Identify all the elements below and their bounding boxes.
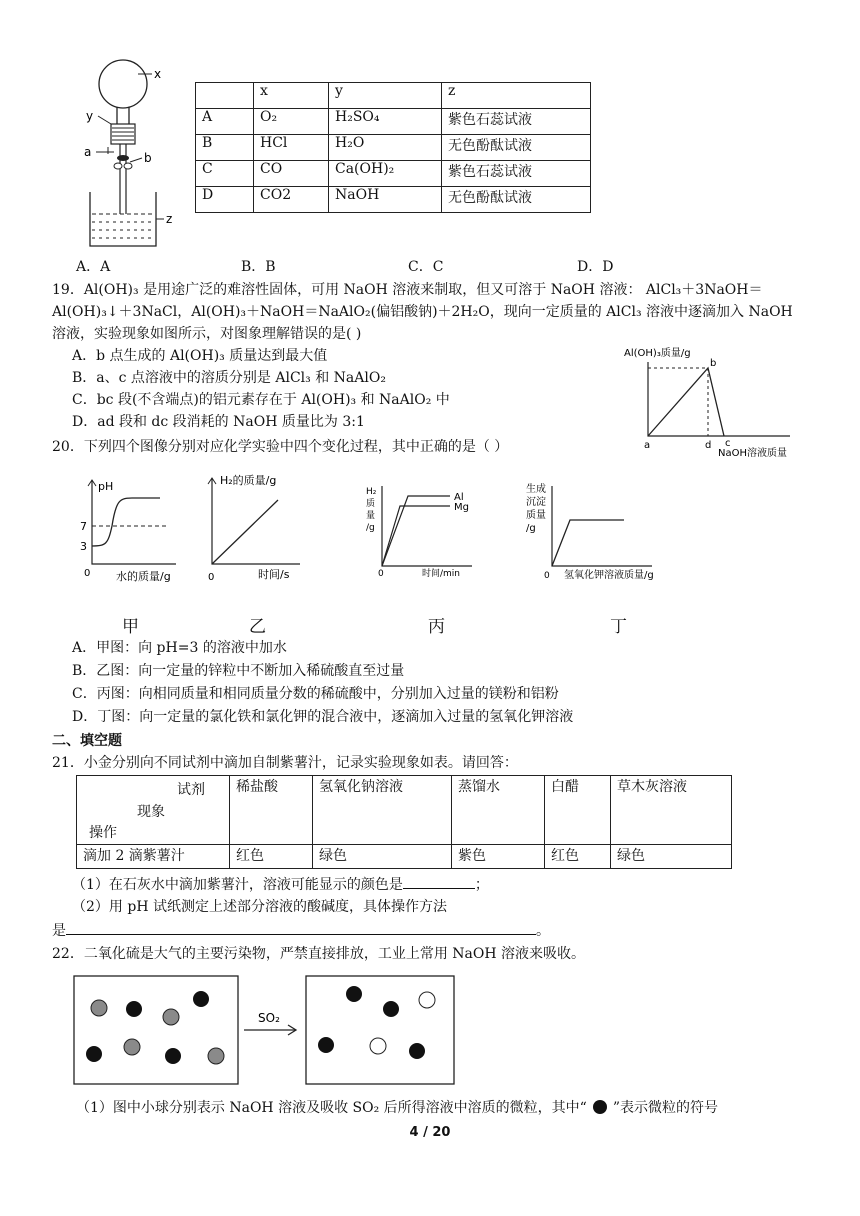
ding-ylabel: 质量 bbox=[526, 510, 546, 521]
table-cell: 紫色石蕊试液 bbox=[442, 109, 591, 135]
q21-sub2: （2）用 pH 试纸测定上述部分溶液的酸碱度，具体操作方法 bbox=[72, 899, 447, 915]
table-header: 氢氧化钠溶液 bbox=[313, 776, 452, 845]
table-cell: H₂SO₄ bbox=[329, 109, 442, 135]
header-phenomenon: 现象 bbox=[137, 804, 165, 820]
table-header: 草木灰溶液 bbox=[611, 776, 732, 845]
bing-xlabel: 时间/min bbox=[422, 569, 461, 578]
q19-graph bbox=[620, 344, 810, 460]
yi-xlabel: 时间/s bbox=[258, 568, 290, 581]
black-ball bbox=[193, 991, 209, 1007]
white-ball bbox=[419, 992, 435, 1008]
table-cell: 绿色 bbox=[313, 845, 452, 869]
label-b: b bbox=[144, 151, 152, 165]
q21-table bbox=[76, 775, 732, 869]
table-header: 稀盐酸 bbox=[230, 776, 313, 845]
label-y: y bbox=[86, 109, 94, 123]
q20-graph-ding bbox=[524, 480, 674, 580]
jia-origin: 0 bbox=[84, 568, 91, 579]
yi-ylabel: H₂的质量/g bbox=[220, 474, 277, 487]
table-cell: 紫色石蕊试液 bbox=[442, 161, 591, 187]
diag-header-cell bbox=[77, 776, 230, 845]
white-ball bbox=[370, 1038, 386, 1054]
table-cell: 绿色 bbox=[611, 845, 732, 869]
jia-tick-7: 7 bbox=[80, 520, 87, 533]
caption-yi: 乙 bbox=[249, 617, 266, 637]
bing-ylabel: 质 bbox=[366, 499, 376, 509]
table-cell: H₂O bbox=[329, 135, 442, 161]
section-heading: 二、填空题 bbox=[52, 733, 122, 749]
table-header bbox=[196, 83, 254, 109]
label-z: z bbox=[166, 212, 173, 226]
table-cell: O₂ bbox=[254, 109, 329, 135]
q18-option-b[interactable]: B．B bbox=[241, 259, 276, 275]
page-number: 4 / 20 bbox=[409, 1125, 451, 1140]
q20-option-b[interactable]: B．乙图：向一定量的锌粒中不断加入稀硫酸直至过量 bbox=[72, 663, 405, 679]
table-cell: D bbox=[196, 187, 254, 213]
ding-xlabel: 氢氧化钾溶液质量/g bbox=[564, 570, 654, 580]
bing-series-mg: Mg bbox=[454, 502, 469, 513]
q21-sub1 bbox=[72, 874, 489, 895]
black-ball bbox=[383, 1001, 399, 1017]
caption-bing: 丙 bbox=[428, 617, 445, 637]
q19-stem-line: Al(OH)₃↓＋3NaCl，Al(OH)₃＋NaOH＝NaAlO₂(偏铝酸钠)＋2H₂O，现向一定质量的 AlCl₃ 溶液中逐滴加入 NaOH bbox=[52, 304, 793, 320]
bing-ylabel: H₂ bbox=[366, 487, 377, 497]
table-cell: NaOH bbox=[329, 187, 442, 213]
q22-stem: 22．二氧化硫是大气的主要污染物，严禁直接排放，工业上常用 NaOH 溶液来吸收。 bbox=[52, 946, 585, 962]
table-cell: 无色酚酞试液 bbox=[442, 187, 591, 213]
table-header: x bbox=[254, 83, 329, 109]
table-cell: 红色 bbox=[545, 845, 611, 869]
table-row-label: 滴加 2 滴紫薯汁 bbox=[77, 845, 230, 869]
gray-ball bbox=[124, 1039, 140, 1055]
q18-option-c[interactable]: C．C bbox=[408, 259, 444, 275]
arrow-label: SO₂ bbox=[258, 1011, 280, 1025]
gray-ball bbox=[91, 1000, 107, 1016]
black-ball-icon bbox=[593, 1100, 607, 1114]
table-header: y bbox=[329, 83, 442, 109]
q21-sub2-end: 。 bbox=[536, 923, 550, 939]
q21-sub1-text: （1）在石灰水中滴加紫薯汁，溶液可能显示的颜色是 bbox=[72, 877, 403, 893]
black-ball bbox=[86, 1046, 102, 1062]
answer-blank[interactable] bbox=[66, 920, 536, 935]
header-operation: 操作 bbox=[89, 825, 117, 841]
ding-ylabel: 沉淀 bbox=[526, 497, 546, 508]
q22-sub1 bbox=[76, 1098, 718, 1118]
label-x: x bbox=[154, 67, 162, 81]
jia-xlabel: 水的质量/g bbox=[116, 570, 171, 583]
q19-point-d: d bbox=[705, 440, 712, 451]
q19-point-c: c bbox=[725, 438, 731, 449]
black-ball bbox=[409, 1043, 425, 1059]
q19-point-b: b bbox=[710, 358, 717, 369]
ding-ylabel: 生成 bbox=[526, 484, 546, 495]
q20-graph-jia bbox=[76, 476, 186, 584]
q18-table bbox=[195, 82, 591, 213]
caption-jia: 甲 bbox=[122, 617, 139, 637]
table-cell: 紫色 bbox=[452, 845, 545, 869]
table-cell: Ca(OH)₂ bbox=[329, 161, 442, 187]
table-cell: 红色 bbox=[230, 845, 313, 869]
gray-ball bbox=[163, 1009, 179, 1025]
q19-point-a: a bbox=[644, 440, 651, 451]
q21-sub1-end: ； bbox=[474, 877, 489, 893]
black-ball bbox=[346, 986, 362, 1002]
q20-option-c[interactable]: C．丙图：向相同质量和相同质量分数的稀硫酸中，分别加入过量的镁粉和铝粉 bbox=[72, 686, 559, 702]
header-reagent: 试剂 bbox=[177, 782, 205, 798]
table-header: z bbox=[442, 83, 591, 109]
q21-sub2-answer bbox=[52, 920, 550, 941]
q21-sub2-prefix: 是 bbox=[52, 923, 66, 939]
q20-option-d[interactable]: D．丁图：向一定量的氯化铁和氯化钾的混合液中，逐滴加入过量的氢氧化钾溶液 bbox=[72, 709, 574, 725]
ding-origin: 0 bbox=[544, 571, 550, 580]
table-header: 蒸馏水 bbox=[452, 776, 545, 845]
black-ball bbox=[318, 1037, 334, 1053]
q21-stem: 21．小金分别向不同试剂中滴加自制紫薯汁，记录实验现象如表。请回答： bbox=[52, 755, 518, 771]
table-cell: CO bbox=[254, 161, 329, 187]
q22-sub1-text-end: ”表示微粒的符号 bbox=[612, 1100, 718, 1116]
gray-ball bbox=[208, 1048, 224, 1064]
table-cell: B bbox=[196, 135, 254, 161]
q19-option-d[interactable]: D．ad 段和 dc 段消耗的 NaOH 质量比为 3:1 bbox=[72, 414, 365, 430]
table-cell: C bbox=[196, 161, 254, 187]
ding-ylabel: /g bbox=[526, 523, 536, 534]
black-ball bbox=[165, 1048, 181, 1064]
table-header: 白醋 bbox=[545, 776, 611, 845]
caption-ding: 丁 bbox=[610, 617, 627, 637]
q19-xlabel: NaOH溶液质量 bbox=[718, 448, 787, 459]
q19-stem-line: 溶液，实验现象如图所示，对图象理解错误的是( ) bbox=[52, 326, 362, 342]
q19-option-a[interactable]: A．b 点生成的 Al(OH)₃ 质量达到最大值 bbox=[72, 348, 328, 364]
q18-option-d[interactable]: D．D bbox=[577, 259, 614, 275]
q19-option-b[interactable]: B．a、c 点溶液中的溶质分别是 AlCl₃ 和 NaAlO₂ bbox=[72, 370, 386, 386]
black-ball bbox=[126, 1001, 142, 1017]
bing-series-al: Al bbox=[454, 492, 464, 503]
q18-option-a[interactable]: A．A bbox=[76, 259, 111, 275]
yi-origin: 0 bbox=[208, 572, 215, 583]
jia-ylabel: pH bbox=[98, 480, 114, 493]
bing-ylabel: /g bbox=[366, 523, 375, 533]
table-cell: 无色酚酞试液 bbox=[442, 135, 591, 161]
q22-sub1-text: （1）图中小球分别表示 NaOH 溶液及吸收 SO₂ 后所得溶液中溶质的微粒，其中“ bbox=[76, 1100, 587, 1116]
answer-blank[interactable] bbox=[403, 874, 475, 889]
table-cell: HCl bbox=[254, 135, 329, 161]
q22-particle-diagram bbox=[70, 972, 460, 1088]
q19-option-c[interactable]: C．bc 段(不含端点)的铝元素存在于 Al(OH)₃ 和 NaAlO₂ 中 bbox=[72, 392, 450, 408]
q20-graph-bing bbox=[362, 482, 482, 578]
q20-option-a[interactable]: A．甲图：向 pH=3 的溶液中加水 bbox=[72, 640, 287, 656]
bing-origin: 0 bbox=[378, 569, 384, 578]
q20-stem: 20．下列四个图像分别对应化学实验中四个变化过程，其中正确的是（ ） bbox=[52, 439, 509, 455]
q20-graph-yi bbox=[200, 470, 310, 584]
apparatus-diagram bbox=[78, 54, 188, 250]
bing-ylabel: 量 bbox=[366, 511, 376, 521]
q19-ylabel: Al(OH)₃质量/g bbox=[624, 348, 691, 359]
label-a: a bbox=[84, 145, 92, 159]
table-cell: CO2 bbox=[254, 187, 329, 213]
jia-tick-3: 3 bbox=[80, 540, 87, 553]
table-cell: A bbox=[196, 109, 254, 135]
q19-stem-line: 19．Al(OH)₃ 是用途广泛的难溶性固体，可用 NaOH 溶液来制取，但又可溶于 NaOH 溶液： AlCl₃＋3NaOH＝ bbox=[52, 282, 763, 298]
